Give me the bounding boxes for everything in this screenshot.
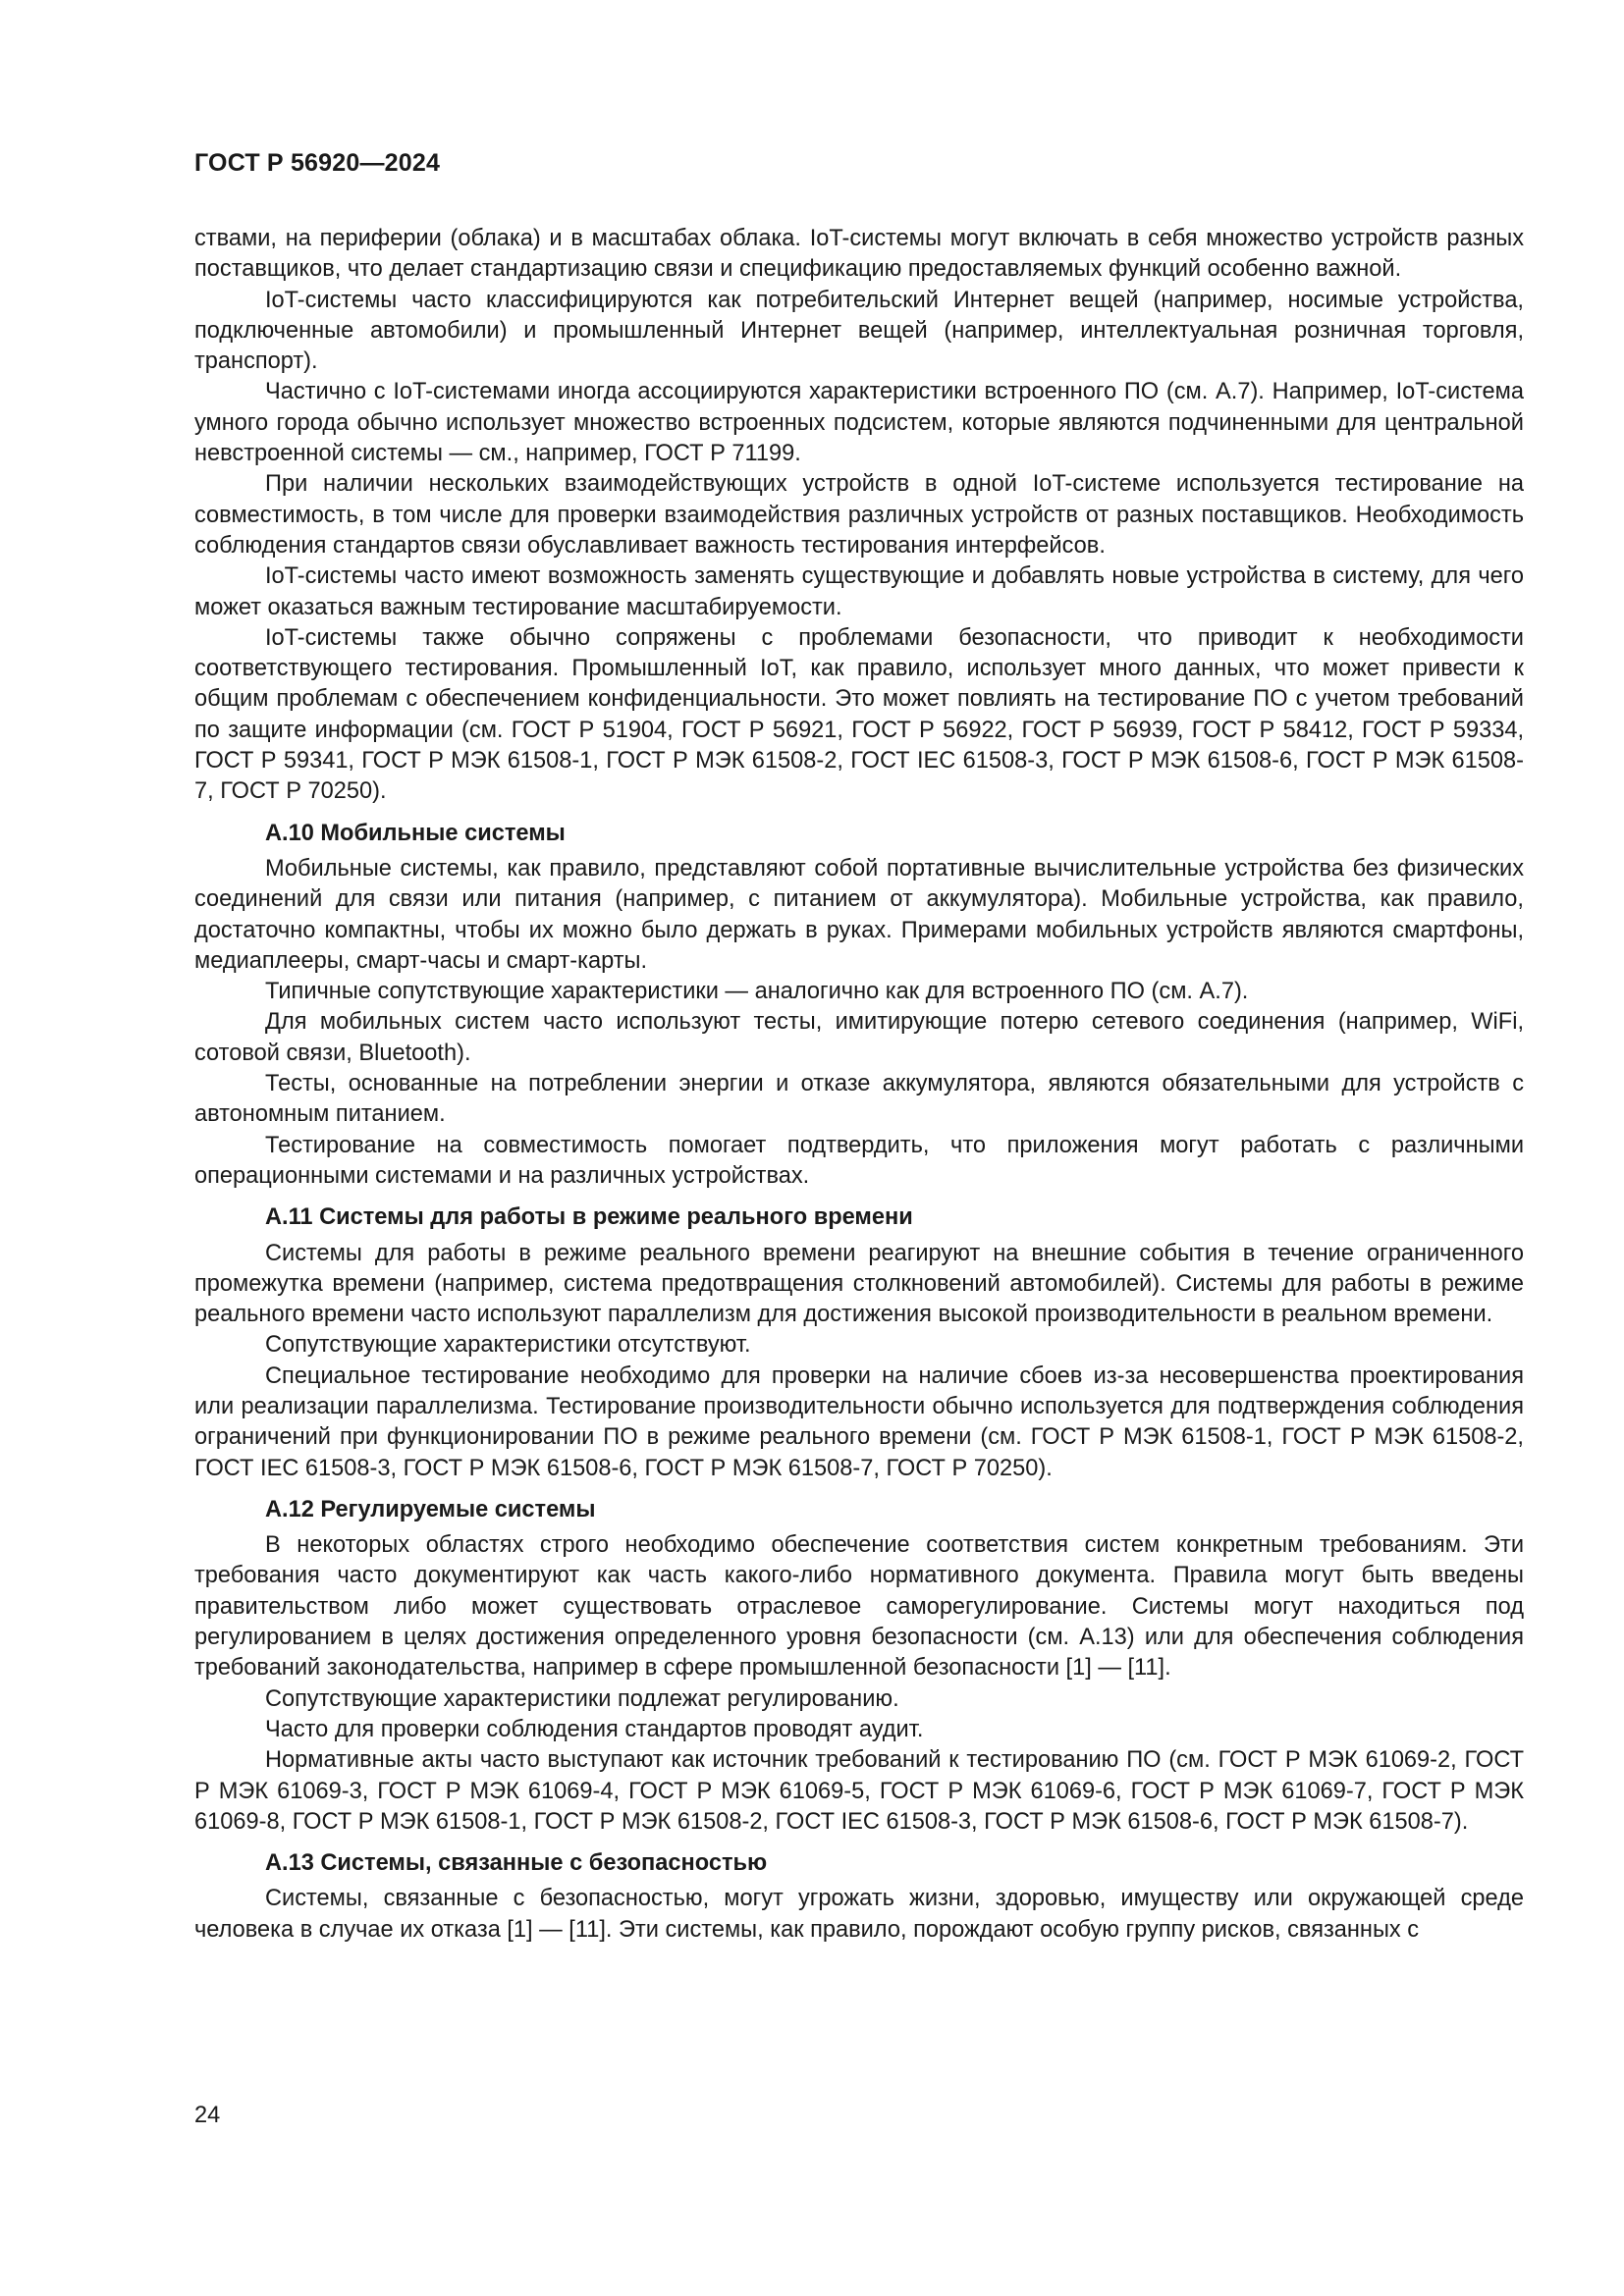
paragraph: Сопутствующие характеристики отсутствуют. [265,1332,751,1359]
page-number: 24 [194,2103,221,2128]
paragraph: Частично с IoT-системами иногда ассоциируются характеристики встроенного ПО (см. А.7). Например, IoT-система умного города обычно использует множество встроенных подсистем, которые являются подчиненными для центральной невстроенной системы — см., например, ГОСТ Р 71199. [194,379,1524,467]
paragraph: Системы для работы в режиме реального времени реагируют на внешние события в течение ограниченного промежутка времени (например, система предотвращения столкновений автомобилей). Системы для работы в режиме реального времени часто используют параллелизм для достижения высокой производительности в реальном времени. [194,1240,1524,1328]
paragraph: IoT-системы часто классифицируются как потребительский Интернет вещей (например, носимые устройства, подключенные автомобили) и промышленный Интернет вещей (например, интеллектуальная розничная торговля, транспорт). [194,287,1524,375]
paragraph: Для мобильных систем часто используют тесты, имитирующие потерю сетевого соединения (например, WiFi, сотовой связи, Bluetooth). [194,1009,1524,1066]
document-header: ГОСТ Р 56920—2024 [194,149,441,177]
section-heading-a13: А.13 Системы, связанные с безопасностью [265,1850,768,1877]
section-heading-a12: А.12 Регулируемые системы [265,1496,596,1522]
paragraph: При наличии нескольких взаимодействующих устройств в одной IoT-системе используется тестирование на совместимость, в том числе для проверки взаимодействия различных устройств от разных поставщиков. Необходимость соблюдения стандартов связи обуславливает важность тестирования интерфейсов. [194,471,1524,559]
paragraph: Сопутствующие характеристики подлежат регулированию. [265,1685,899,1712]
paragraph: Специальное тестирование необходимо для проверки на наличие сбоев из-за несовершенства проектирования или реализации параллелизма. Тестирование производительности обычно используется для подтверждения соблюдения ограничений при функционировании ПО в режиме реального времени (см. ГОСТ Р МЭК 61508-1, ГОСТ Р МЭК 61508-2, ГОСТ IEC 61508-3, ГОСТ Р МЭК 61508-6, ГОСТ Р МЭК 61508-7, ГОСТ Р 70250). [194,1362,1524,1481]
page-body [194,224,1524,1946]
section-heading-a10: А.10 Мобильные системы [265,820,566,846]
paragraph: IoT-системы часто имеют возможность заменять существующие и добавлять новые устройства в систему, для чего может оказаться важным тестирование масштабируемости. [194,563,1524,620]
paragraph: ствами, на периферии (облака) и в масштабах облака. IoT-системы могут включать в себя множество устройств разных поставщиков, что делает стандартизацию связи и спецификацию предоставляемых функций особенно важной. [194,226,1524,283]
paragraph: Нормативные акты часто выступают как источник требований к тестированию ПО (см. ГОСТ Р МЭК 61069-2, ГОСТ Р МЭК 61069-3, ГОСТ Р МЭК 61069-4, ГОСТ Р МЭК 61069-5, ГОСТ Р МЭК 61069-6, ГОСТ Р МЭК 61069-7, ГОСТ Р МЭК 61069-8, ГОСТ Р МЭК 61508-1, ГОСТ Р МЭК 61508-2, ГОСТ IEC 61508-3, ГОСТ Р МЭК 61508-6, ГОСТ Р МЭК 61508-7). [194,1747,1524,1835]
paragraph: Тестирование на совместимость помогает подтвердить, что приложения могут работать с различными операционными системами и на различных устройствах. [194,1132,1524,1189]
paragraph: В некоторых областях строго необходимо обеспечение соответствия систем конкретным требованиям. Эти требования часто документируют как часть какого-либо нормативного документа. Правила могут быть введены правительством либо может существовать отраслевое саморегулирование. Системы могут находиться под регулированием в целях достижения определенного уровня безопасности (см. А.13) или для обеспечения соблюдения требований законодательства, например в сфере промышленной безопасности [1] — [11]. [194,1532,1524,1682]
paragraph: Системы, связанные с безопасностью, могут угрожать жизни, здоровью, имуществу или окружающей среде человека в случае их отказа [1] — [11]. Эти системы, как правило, порождают особую группу рисков, связанных с [194,1886,1524,1943]
paragraph: IoT-системы также обычно сопряжены с проблемами безопасности, что приводит к необходимости соответствующего тестирования. Промышленный IoT, как правило, использует много данных, что может привести к общим проблемам с обеспечением конфиденциальности. Это может повлиять на тестирование ПО с учетом требований по защите информации (см. ГОСТ Р 51904, ГОСТ Р 56921, ГОСТ Р 56922, ГОСТ Р 56939, ГОСТ Р 58412, ГОСТ Р 59334, ГОСТ Р 59341, ГОСТ Р МЭК 61508-1, ГОСТ Р МЭК 61508-2, ГОСТ IEC 61508-3, ГОСТ Р МЭК 61508-6, ГОСТ Р МЭК 61508-7, ГОСТ Р 70250). [194,624,1524,805]
paragraph: Мобильные системы, как правило, представляют собой портативные вычислительные устройства без физических соединений для связи или питания (например, с питанием от аккумулятора). Мобильные устройства, как правило, достаточно компактны, чтобы их можно было держать в руках. Примерами мобильных устройств являются смартфоны, медиаплееры, смарт-часы и смарт-карты. [194,855,1524,974]
paragraph: Часто для проверки соблюдения стандартов проводят аудит. [265,1716,924,1742]
paragraph: Типичные сопутствующие характеристики — аналогично как для встроенного ПО (см. А.7). [265,979,1249,1005]
section-heading-a11: А.11 Системы для работы в режиме реального времени [265,1204,913,1231]
paragraph: Тесты, основанные на потреблении энергии и отказе аккумулятора, являются обязательными для устройств с автономным питанием. [194,1071,1524,1128]
